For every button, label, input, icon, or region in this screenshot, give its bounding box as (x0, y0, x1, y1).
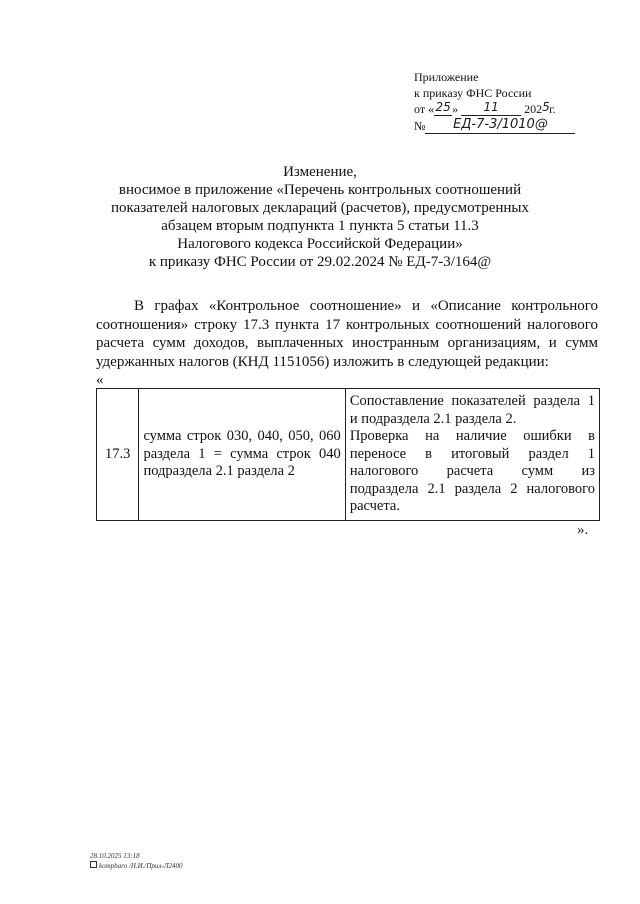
formula-line: подраздела 2.1 раздела 2 (143, 463, 295, 479)
footer-author-text: kompbaro /Н.И./Прил-Л2400 (99, 862, 183, 870)
footer-timestamp: 28.10.2025 13:18 (90, 852, 140, 860)
appendix-order-ref: к приказу ФНС России (414, 86, 532, 100)
footer-author (90, 861, 183, 871)
appendix-header (414, 69, 624, 136)
title-line: показателей налоговых деклараций (расчетов), предусмотренных (110, 200, 530, 216)
closing-quote: ». (577, 522, 589, 538)
date-year-suffix: г. (549, 102, 556, 116)
description-line: и подраздела 2.1 раздела 2. (349, 410, 517, 427)
date-prefix: от « (414, 102, 435, 116)
title-line: Налогового кодекса Российской Федерации» (177, 236, 463, 252)
amendment-table (96, 388, 600, 521)
appendix-date (414, 101, 624, 118)
appendix-label: Приложение (414, 70, 479, 84)
date-year-digit-handwritten: 5 (542, 100, 550, 114)
appendix-number (414, 118, 624, 136)
body-line: соотношения» строку 17.3 пункта 17 контрольных соотношений налогового (96, 316, 598, 333)
table-row (97, 389, 600, 521)
document-title (60, 163, 580, 271)
control-ratio-cell (139, 389, 345, 521)
opening-quote: « (96, 372, 104, 388)
description-line: переносе в итоговый раздел 1 (349, 445, 595, 462)
body-line: расчета сумм доходов, выплаченных иностранным организациям, и сумм (96, 335, 598, 351)
description-line: подраздела 2.1 раздела 2 налогового (349, 480, 595, 497)
title-line: абзацем вторым подпункта 1 пункта 5 статьи 11.3 (161, 218, 479, 234)
description-cell (345, 389, 599, 521)
order-number-handwritten: ЕД-7-3/1010@ (425, 117, 575, 134)
row-number-cell: 17.3 (97, 389, 139, 521)
title-line: к приказу ФНС России от 29.02.2024 № ЕД-7-3/164@ (148, 254, 492, 270)
number-prefix: № (414, 119, 426, 133)
title-line: Изменение, (283, 164, 357, 180)
print-footer (90, 852, 183, 871)
date-year: 202 (524, 102, 543, 116)
description-line: расчета. (349, 498, 400, 514)
date-day-handwritten: 25 (435, 100, 451, 114)
description-line: налогового расчета сумм из (349, 463, 595, 479)
title-line: вносимое в приложение «Перечень контрольных соотношений (118, 182, 522, 198)
body-line: В графах «Контрольное соотношение» и «Описание контрольного (134, 298, 598, 314)
description-line: Сопоставление показателей раздела 1 (349, 393, 595, 409)
checkbox-icon (90, 861, 97, 868)
body-paragraph (96, 297, 598, 371)
formula-line: сумма строк 030, 040, 050, 060 (143, 428, 341, 444)
date-month-handwritten: 11 (461, 99, 521, 116)
formula-line: раздела 1 = сумма строк 040 (143, 445, 341, 462)
description-line: Проверка на наличие ошибки в (349, 428, 595, 444)
body-line: удержанных налогов (КНД 1151056) изложить в следующей редакции: (96, 353, 549, 370)
date-mid: » (452, 102, 459, 116)
